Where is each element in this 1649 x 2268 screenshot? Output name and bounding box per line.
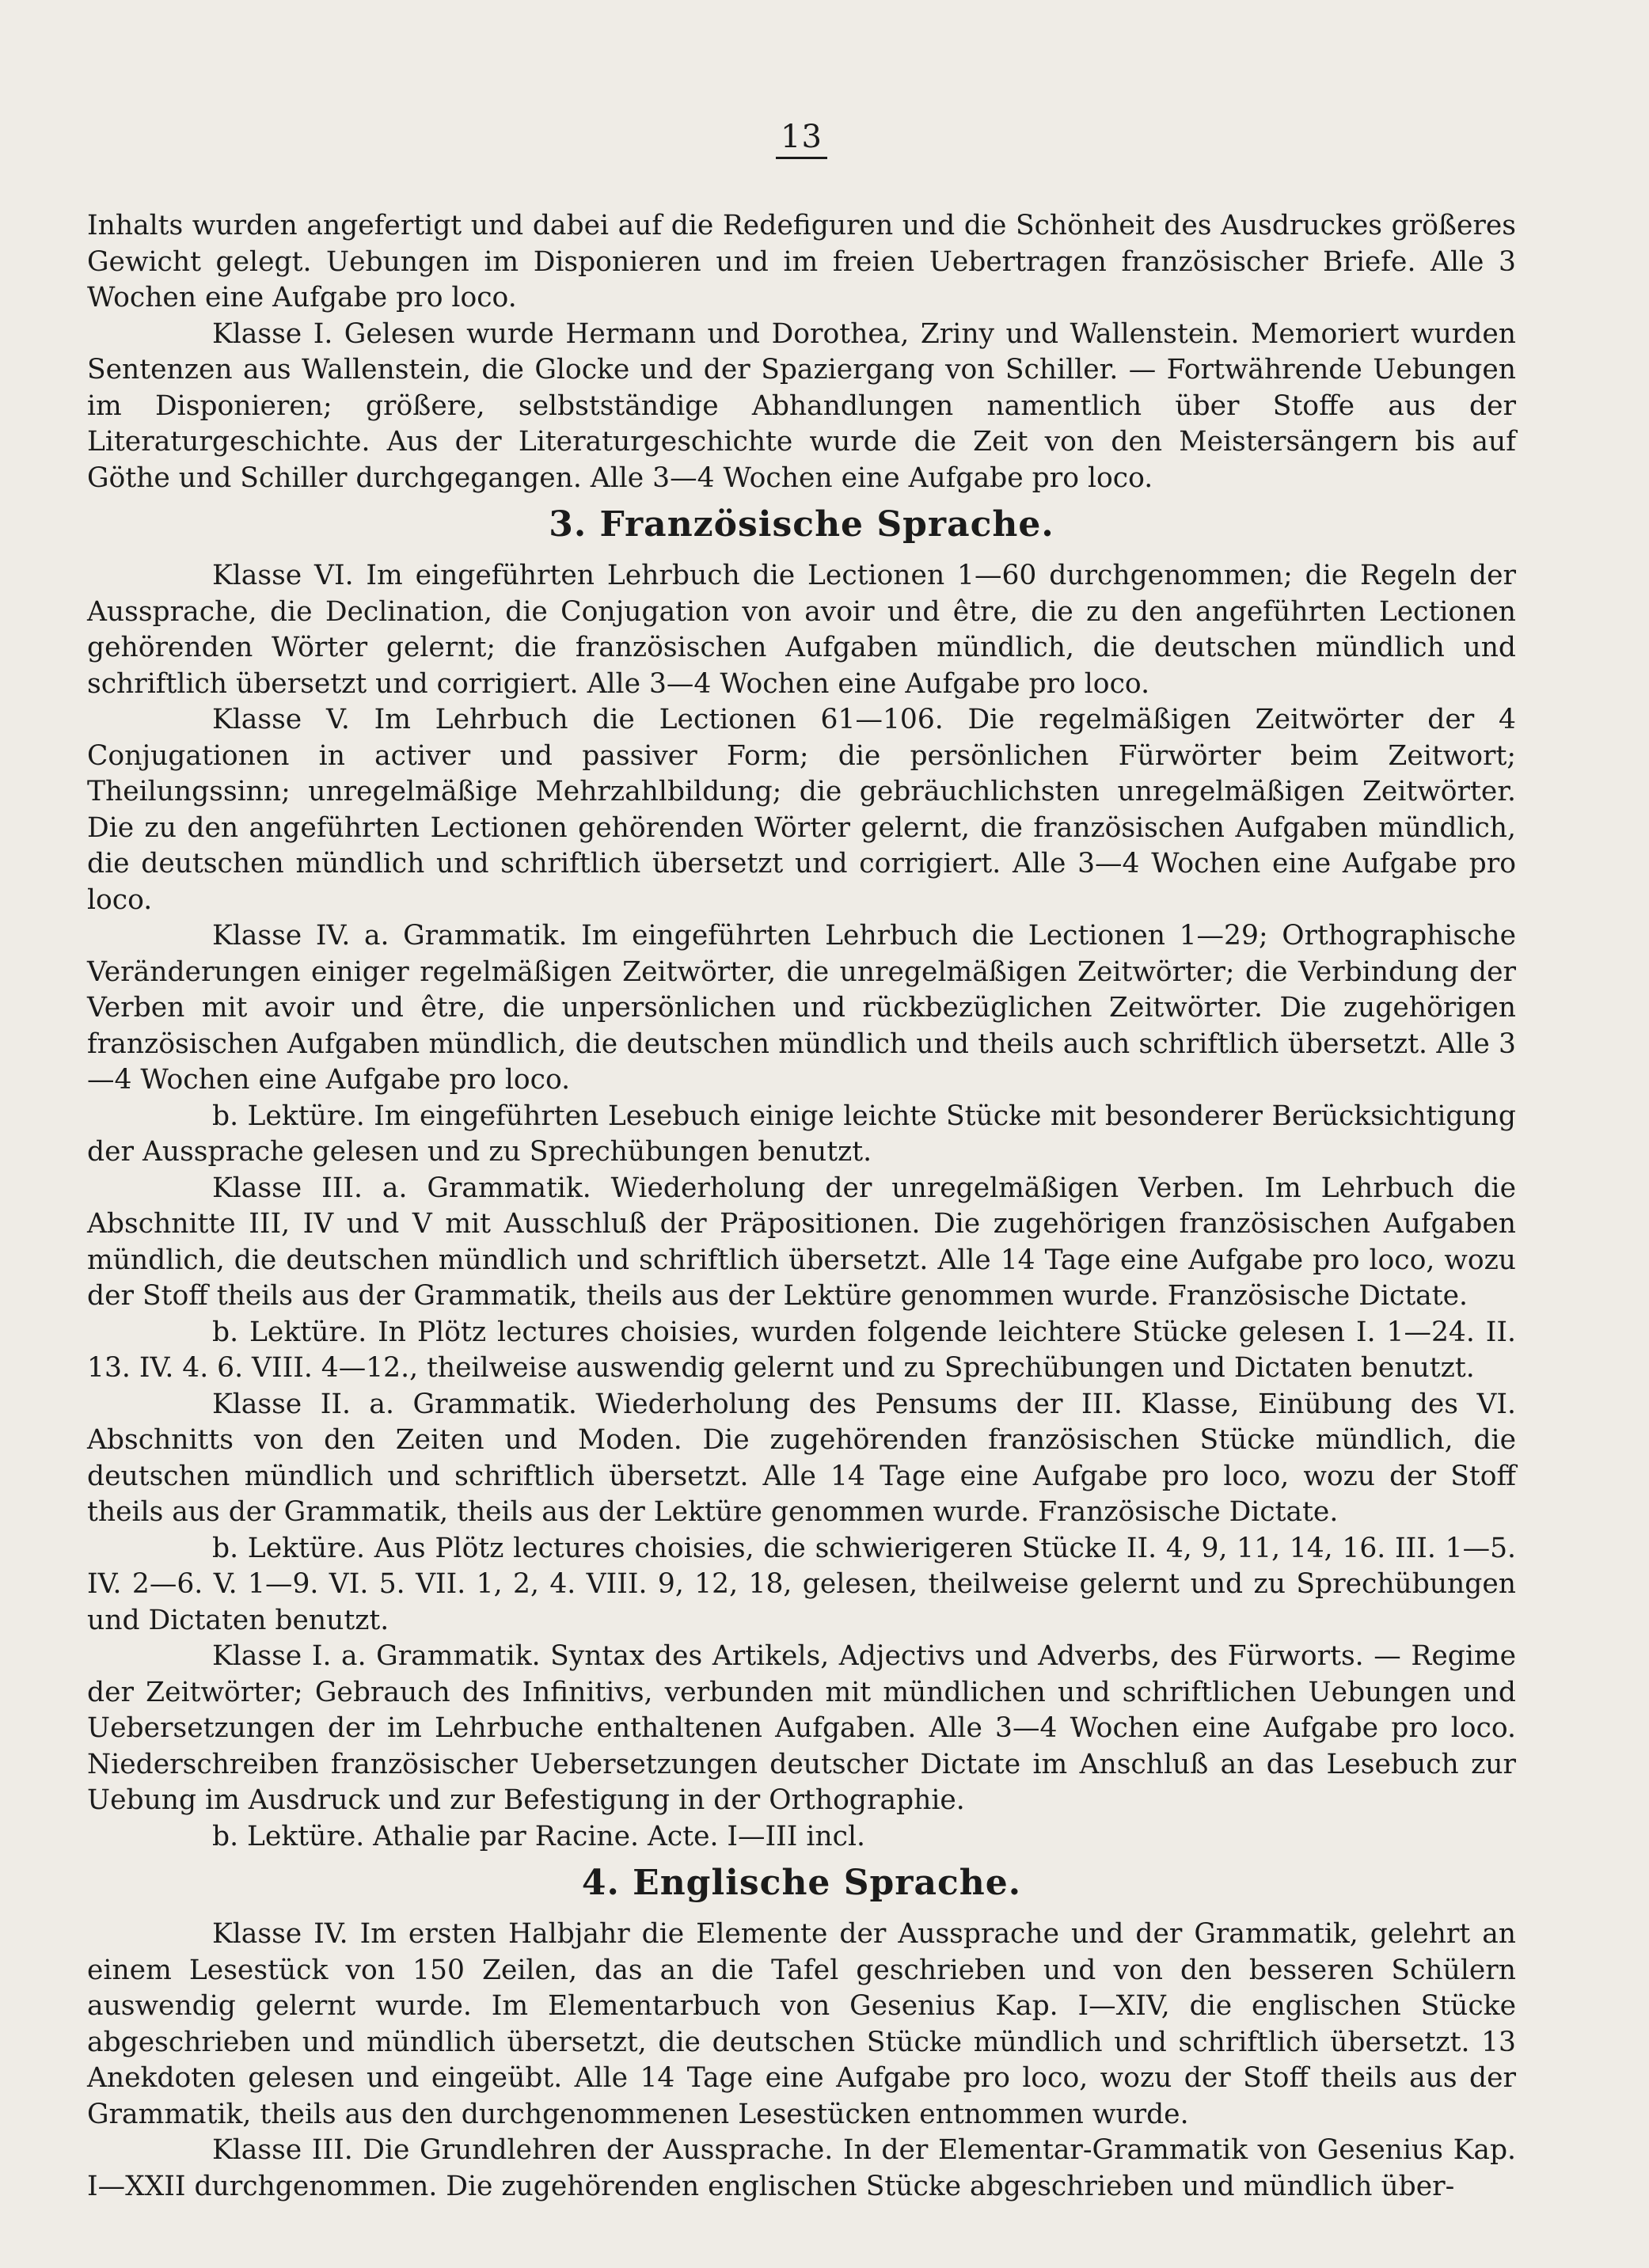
paragraph-klasse-1-german: Klasse I. Gelesen wurde Hermann und Dorothea, Zriny und Wallenstein. Memoriert wurden Sentenzen aus Wallenstein, die Glocke und der Spaziergang von Schiller. — Fortwährende Uebungen im Disponieren; größere, selbstständige Abhandlungen namentlich über Stoffe aus der Literaturgeschichte. Aus der Literaturgeschichte wurde die Zeit von den Meistersängern bis auf Göthe und Schiller durchgegangen. Alle 3—4 Wochen eine Aufgabe pro loco. bbox=[87, 317, 1516, 494]
paragraph-french-klasse-3-lektuere: b. Lektüre. In Plötz lectures choisies, wurden folgende leichtere Stücke gelesen I. 1—24. II. 13. IV. 4. 6. VIII. 4—12., theilweise auswendig gelernt und zu Sprechübungen und Dictaten benutzt. bbox=[87, 1316, 1516, 1384]
page-number: 13 bbox=[87, 119, 1516, 159]
paragraph-french-klasse-4-lektuere: b. Lektüre. Im eingeführten Lesebuch einige leichte Stücke mit besonderer Berücksichtigung der Aussprache gelesen und zu Sprechübungen benutzt. bbox=[87, 1100, 1516, 1168]
section-heading-english: 4. Englische Sprache. bbox=[581, 1863, 1022, 1903]
paragraph-french-klasse-4-grammatik: Klasse IV. a. Grammatik. Im eingeführten Lehrbuch die Lectionen 1—29; Orthographische Veränderungen einiger regelmäßigen Zeitwörter, die unregelmäßigen Zeitwörter; die Verbindung der Verben mit avoir und être, die unpersönlichen und rückbezüglichen Zeitwörter. Die zugehörigen französischen Aufgaben mündlich, die deutschen mündlich und theils auch schriftlich übersetzt. Alle 3—4 Wochen eine Aufgabe pro loco. bbox=[87, 920, 1516, 1096]
paragraph-english-klasse-4: Klasse IV. Im ersten Halbjahr die Elemente der Aussprache und der Grammatik, gelehrt an einem Lesestück von 150 Zeilen, das an die Tafel geschrieben und von den besseren Schülern auswendig gelernt wurde. Im Elementarbuch von Gesenius Kap. I—XIV, die englischen Stücke abgeschrieben und mündlich übersetzt, die deutschen Stücke mündlich und schriftlich übersetzt. 13 Anekdoten gelesen und eingeübt. Alle 14 Tage eine Aufgabe pro loco, wozu der Stoff theils aus der Grammatik, theils aus den durchgenommenen Lesestücken entnommen wurde. bbox=[87, 1918, 1516, 2130]
paragraph-french-klasse-2-lektuere: b. Lektüre. Aus Plötz lectures choisies, die schwierigeren Stücke II. 4, 9, 11, 14, 16. III. 1—5. IV. 2—6. V. 1—9. VI. 5. VII. 1, 2, 4. VIII. 9, 12, 18, gelesen, theilweise gelernt und zu Sprechübungen und Dictaten benutzt. bbox=[87, 1532, 1516, 1636]
paragraph-english-klasse-3: Klasse III. Die Grundlehren der Aussprache. In der Elementar-Grammatik von Gesenius Kap. I—XXII durchgenommen. Die zugehörenden englischen Stücke abgeschrieben und mündlich über- bbox=[87, 2134, 1516, 2202]
paragraph-continuation: Inhalts wurden angefertigt und dabei auf die Redefiguren und die Schönheit des Ausdruckes größeres Gewicht gelegt. Uebungen im Disponieren und im freien Uebertragen französischer Briefe. Alle 3 Wochen eine Aufgabe pro loco. bbox=[87, 210, 1516, 313]
section-heading-french: 3. Französische Sprache. bbox=[549, 504, 1054, 545]
paragraph-french-klasse-5: Klasse V. Im Lehrbuch die Lectionen 61—106. Die regelmäßigen Zeitwörter der 4 Conjugationen in activer und passiver Form; die persönlichen Fürwörter beim Zeitwort; Theilungssinn; unregelmäßige Mehrzahlbildung; die gebräuchlichsten unregelmäßigen Zeitwörter. Die zu den angeführten Lectionen gehörenden Wörter gelernt, die französischen Aufgaben mündlich, die deutschen mündlich und schriftlich übersetzt und corrigiert. Alle 3—4 Wochen eine Aufgabe pro loco. bbox=[87, 704, 1516, 916]
paragraph-french-klasse-2-grammatik: Klasse II. a. Grammatik. Wiederholung des Pensums der III. Klasse, Einübung des VI. Abschnitts von den Zeiten und Moden. Die zugehörenden französischen Stücke mündlich, die deutschen mündlich und schriftlich übersetzt. Alle 14 Tage eine Aufgabe pro loco, wozu der Stoff theils aus der Grammatik, theils aus der Lektüre genommen wurde. Französische Dictate. bbox=[87, 1388, 1516, 1528]
document-page bbox=[87, 119, 1516, 2205]
paragraph-french-klasse-6: Klasse VI. Im eingeführten Lehrbuch die Lectionen 1—60 durchgenommen; die Regeln der Aussprache, die Declination, die Conjugation von avoir und être, die zu den angeführten Lectionen gehörenden Wörter gelernt; die französischen Aufgaben mündlich, die deutschen mündlich und schriftlich übersetzt und corrigiert. Alle 3—4 Wochen eine Aufgabe pro loco. bbox=[87, 560, 1516, 700]
paragraph-french-klasse-3-grammatik: Klasse III. a. Grammatik. Wiederholung der unregelmäßigen Verben. Im Lehrbuch die Abschnitte III, IV und V mit Ausschluß der Präpositionen. Die zugehörigen französischen Aufgaben mündlich, die deutschen mündlich und schriftlich übersetzt. Alle 14 Tage eine Aufgabe pro loco, wozu der Stoff theils aus der Grammatik, theils aus der Lektüre genommen wurde. Französische Dictate. bbox=[87, 1172, 1516, 1312]
paragraph-french-klasse-1-grammatik: Klasse I. a. Grammatik. Syntax des Artikels, Adjectivs und Adverbs, des Fürworts. — Regime der Zeitwörter; Gebrauch des Infinitivs, verbunden mit mündlichen und schriftlichen Uebungen und Uebersetzungen der im Lehrbuche enthaltenen Aufgaben. Alle 3—4 Wochen eine Aufgabe pro loco. Niederschreiben französischer Uebersetzungen deutscher Dictate im Anschluß an das Lesebuch zur Uebung im Ausdruck und zur Befestigung in der Orthographie. bbox=[87, 1640, 1516, 1816]
paragraph-french-klasse-1-lektuere: b. Lektüre. Athalie par Racine. Acte. I—III incl. bbox=[212, 1820, 865, 1852]
